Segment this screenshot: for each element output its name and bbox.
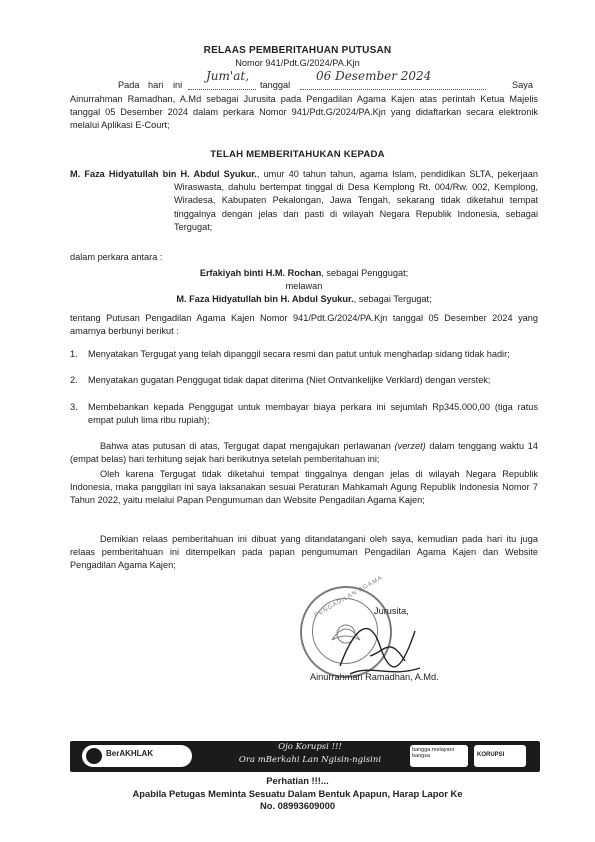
item-number: 2. [70, 375, 78, 385]
notice-line-1: Apabila Petugas Meminta Sesuatu Dalam Bentuk Apapun, Harap Lapor Ke [132, 788, 463, 799]
oleh-paragraph: Oleh karena Tergugat tidak diketahui tempat tinggalnya dengan jelas di wilayah Negara Republik Indonesia, maka panggilan ini saya laksanakan sesuai Peraturan Mahkamah Agung Republik Indonesia Nomor 7 Tahun 2022, yaitu melalui Papan Pengumuman dan Website Pengadilan Agama Kajen; [70, 469, 538, 506]
melawan: melawan [285, 281, 323, 291]
opening-paragraph: Ainurrahman Ramadhan, A.Md sebagai Jurusita pada Pengadilan Agama Kajen atas perintah Ketua Majelis tanggal 05 Desember 2024 dalam perkara Nomor 941/Pdt.G/2024/PA.Kjn yang didaftarkan secara elektronik melalui Aplikasi E-Court; [70, 94, 538, 131]
document-title: RELAAS PEMBERITAHUAN PUTUSAN [203, 45, 392, 56]
recipient-detail: , umur 40 tahun tahun, agama Islam, pendidikan SLTA, pekerjaan Wiraswasta, dahulu bertempat tinggal di Desa Kemplong Rt. 004/Rw. 002, Kemplong, Wiradesa, Kabupaten Pekalongan, Jawa Tengah, sekarang tidak diketahui tempat tinggalnya dengan jelas dan pasti di wilayah Negara Republik Indonesia, sebagai Tergugat; [174, 169, 538, 232]
amar-item-1 [70, 348, 538, 361]
item-number: 1. [70, 349, 78, 359]
dalam-perkara: dalam perkara antara : [70, 252, 163, 262]
party-tergugat [70, 293, 538, 306]
anti-korupsi-logo [474, 745, 526, 767]
word-tanggal: tanggal [260, 80, 291, 90]
document-number: Nomor 941/Pdt.G/2024/PA.Kjn [235, 58, 360, 68]
berakhlak-logo-icon [86, 748, 102, 764]
signer-name: Ainurrahman Ramadhan, A.Md. [310, 672, 439, 682]
tentang-paragraph: tentang Putusan Pengadilan Agama Kajen Nomor 941/Pdt.G/2024/PA.Kjn tanggal 05 Desember 2024 yang amarnya berbunyi berikut : [70, 313, 538, 337]
amar-item-3 [70, 401, 538, 427]
berakhlak-badge [82, 745, 192, 767]
recipient-name: M. Faza Hidyatullah bin H. Abdul Syukur. [70, 169, 257, 179]
demikian-paragraph: Demikian relaas pemberitahuan ini dibuat yang ditandatangani oleh saya, kemudian pada hari itu juga relaas pemberitahuan ini ditempelkan pada papan pengumuman Pengadilan Agama Kajen dan Website Pengadilan Agama Kajen; [70, 534, 538, 571]
date-dotted-line [300, 88, 486, 90]
word-pada: Pada [118, 80, 140, 90]
penggugat-role: , sebagai Penggugat; [321, 268, 409, 278]
recipient-block [70, 168, 538, 234]
item-number: 3. [70, 402, 78, 412]
word-ini: ini [173, 80, 183, 90]
word-saya: Saya [512, 80, 533, 90]
bangga-melayani-logo [410, 745, 468, 767]
opening-line [118, 69, 538, 93]
bangga-logo-text: bangga melayani bangsa [412, 747, 454, 759]
slogan-line-1: Ojo Korupsi !!! [278, 742, 342, 752]
section-heading: TELAH MEMBERITAHUKAN KEPADA [210, 149, 385, 160]
item-text: Membebankan kepada Penggugat untuk membayar biaya perkara ini sejumlah Rp345.000,00 (tiga ratus empat puluh lima ribu rupiah); [88, 402, 538, 426]
handwritten-day: Jum'at, [206, 69, 250, 83]
item-text: Menyatakan Tergugat yang telah dipanggil secara resmi dan patut untuk menghadap sidang tidak hadir; [88, 349, 510, 359]
korupsi-logo-text: KORUPSI [477, 752, 505, 758]
slogan-line-2: Ora mBerkahi Lan Ngisin-ngisini [238, 755, 382, 765]
party-penggugat [70, 267, 538, 280]
handwritten-date: 06 Desember 2024 [316, 69, 432, 83]
perhatian: Perhatian !!!... [266, 775, 329, 786]
word-hari: hari [148, 80, 164, 90]
penggugat-name: Erfakiyah binti H.M. Rochan [199, 268, 322, 278]
bahwa-text-1: Bahwa atas putusan di atas, Tergugat dapat mengajukan perlawanan [100, 441, 395, 451]
signer-role: Jurusita, [374, 606, 409, 616]
badge-text: BerAKHLAK [106, 749, 154, 758]
bahwa-italic: (verzet) [394, 441, 426, 451]
bahwa-paragraph [70, 440, 538, 466]
stamp-text: PENGADILAN AGAMA [313, 574, 384, 620]
amar-item-2 [70, 374, 538, 387]
tergugat-role: , sebagai Tergugat; [353, 294, 432, 304]
bahwa-text-2: dalam tenggang waktu 14 (empat belas) hari terhitung sejak hari berikutnya setelah pemberitahuan ini; [70, 441, 538, 465]
tergugat-name: M. Faza Hidyatullah bin H. Abdul Syukur. [176, 294, 354, 304]
day-dotted-line [188, 88, 256, 90]
item-text: Menyatakan gugatan Penggugat tidak dapat diterima (Niet Ontvankelijke Verklard) dengan verstek; [88, 375, 491, 385]
notice-line-2: No. 08993609000 [259, 800, 336, 811]
